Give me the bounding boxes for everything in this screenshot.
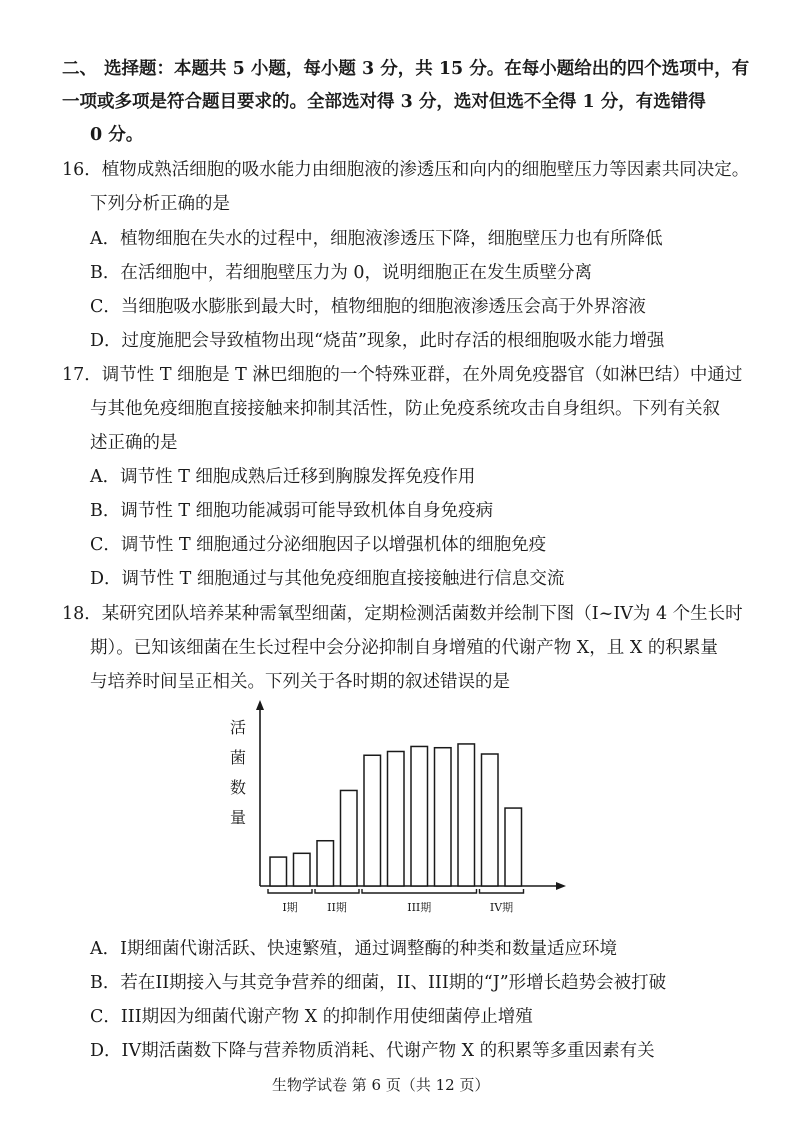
q18-option-b: B．若在II期接入与其竞争营养的细菌，II、III期的“J”形增长趋势会被打破 bbox=[90, 973, 667, 993]
q17-option-a: A．调节性 T 细胞成熟后迁移到胸腺发挥免疫作用 bbox=[90, 467, 476, 487]
q17-stem-line2: 与其他免疫细胞直接接触来抑制其活性，防止免疫系统攻击自身组织。下列有关叙 bbox=[90, 399, 720, 419]
q16-option-d: D．过度施肥会导致植物出现“烧苗”现象，此时存活的根细胞吸水能力增强 bbox=[90, 331, 665, 351]
phase-label: IV期 bbox=[489, 901, 514, 914]
q16-stem-line1: 16．植物成熟活细胞的吸水能力由细胞液的渗透压和向内的细胞壁压力等因素共同决定。 bbox=[62, 160, 750, 180]
phase-bracket bbox=[268, 889, 312, 893]
growth-bar-chart bbox=[220, 700, 580, 925]
bar bbox=[270, 857, 287, 886]
phase-label: III期 bbox=[407, 901, 432, 914]
page-footer: 生物学试卷 第 6 页（共 12 页） bbox=[272, 1076, 490, 1094]
phase-bracket bbox=[315, 889, 359, 893]
y-axis-label-char: 活 bbox=[230, 718, 247, 737]
q18-option-d: D．IV期活菌数下降与营养物质消耗、代谢产物 X 的积累等多重因素有关 bbox=[90, 1041, 655, 1061]
section-number: 二、 bbox=[62, 59, 97, 79]
q16-option-b: B．在活细胞中，若细胞壁压力为 0，说明细胞正在发生质壁分离 bbox=[90, 263, 593, 283]
bars bbox=[270, 744, 522, 886]
q16-stem-line2: 下列分析正确的是 bbox=[90, 194, 230, 214]
q17-option-d: D．调节性 T 细胞通过与其他免疫细胞直接接触进行信息交流 bbox=[90, 569, 565, 589]
y-axis-arrow-icon bbox=[256, 700, 264, 710]
q17-stem-line1: 17．调节性 T 细胞是 T 淋巴细胞的一个特殊亚群，在外周免疫器官（如淋巴结）中通过 bbox=[62, 365, 743, 385]
section-instructions-line3: 0 分。 bbox=[90, 125, 144, 145]
q17-option-c: C．调节性 T 细胞通过分泌细胞因子以增强机体的细胞免疫 bbox=[90, 535, 547, 555]
section-instructions-line1: 选择题：本题共 5 小题，每小题 3 分，共 15 分。在每小题给出的四个选项中，有 bbox=[104, 59, 750, 79]
q18-option-a: A．I期细菌代谢活跃、快速繁殖，通过调整酶的种类和数量适应环境 bbox=[90, 939, 618, 959]
q17-stem-line3: 述正确的是 bbox=[90, 433, 178, 453]
y-axis-label bbox=[230, 718, 246, 827]
bar bbox=[294, 853, 311, 886]
bar bbox=[388, 751, 405, 886]
phase-label: II期 bbox=[327, 901, 347, 914]
bar bbox=[411, 746, 428, 886]
q16-option-a: A．植物细胞在失水的过程中，细胞液渗透压下降，细胞壁压力也有所降低 bbox=[90, 229, 663, 249]
phase-brackets bbox=[268, 889, 524, 914]
bar bbox=[458, 744, 475, 886]
y-axis-label-char: 菌 bbox=[230, 748, 247, 767]
bar bbox=[435, 748, 452, 886]
q16-option-c: C．当细胞吸水膨胀到最大时，植物细胞的细胞液渗透压会高于外界溶液 bbox=[90, 297, 646, 317]
y-axis-label-char: 数 bbox=[230, 778, 247, 797]
q18-option-c: C．III期因为细菌代谢产物 X 的抑制作用使细菌停止增殖 bbox=[90, 1007, 533, 1027]
q18-stem-line3: 与培养时间呈正相关。下列关于各时期的叙述错误的是 bbox=[90, 672, 510, 692]
q18-stem-line2: 期）。已知该细菌在生长过程中会分泌抑制自身增殖的代谢产物 X，且 X 的积累量 bbox=[90, 638, 718, 658]
section-instructions-line2: 一项或多项是符合题目要求的。全部选对得 3 分，选对但选不全得 1 分，有选错得 bbox=[62, 92, 706, 112]
x-axis-arrow-icon bbox=[556, 882, 566, 890]
q17-option-b: B．调节性 T 细胞功能减弱可能导致机体自身免疫病 bbox=[90, 501, 494, 521]
y-axis-label-char: 量 bbox=[230, 808, 247, 827]
phase-label: I期 bbox=[282, 901, 298, 914]
bar bbox=[505, 808, 522, 886]
bar bbox=[317, 841, 334, 886]
phase-bracket bbox=[362, 889, 477, 893]
bar bbox=[482, 754, 499, 886]
phase-bracket bbox=[480, 889, 524, 893]
bar bbox=[341, 790, 358, 886]
q18-stem-line1: 18．某研究团队培养某种需氧型细菌，定期检测活菌数并绘制下图（I~IV为 4 个生长时 bbox=[62, 604, 743, 624]
bar bbox=[364, 755, 381, 886]
